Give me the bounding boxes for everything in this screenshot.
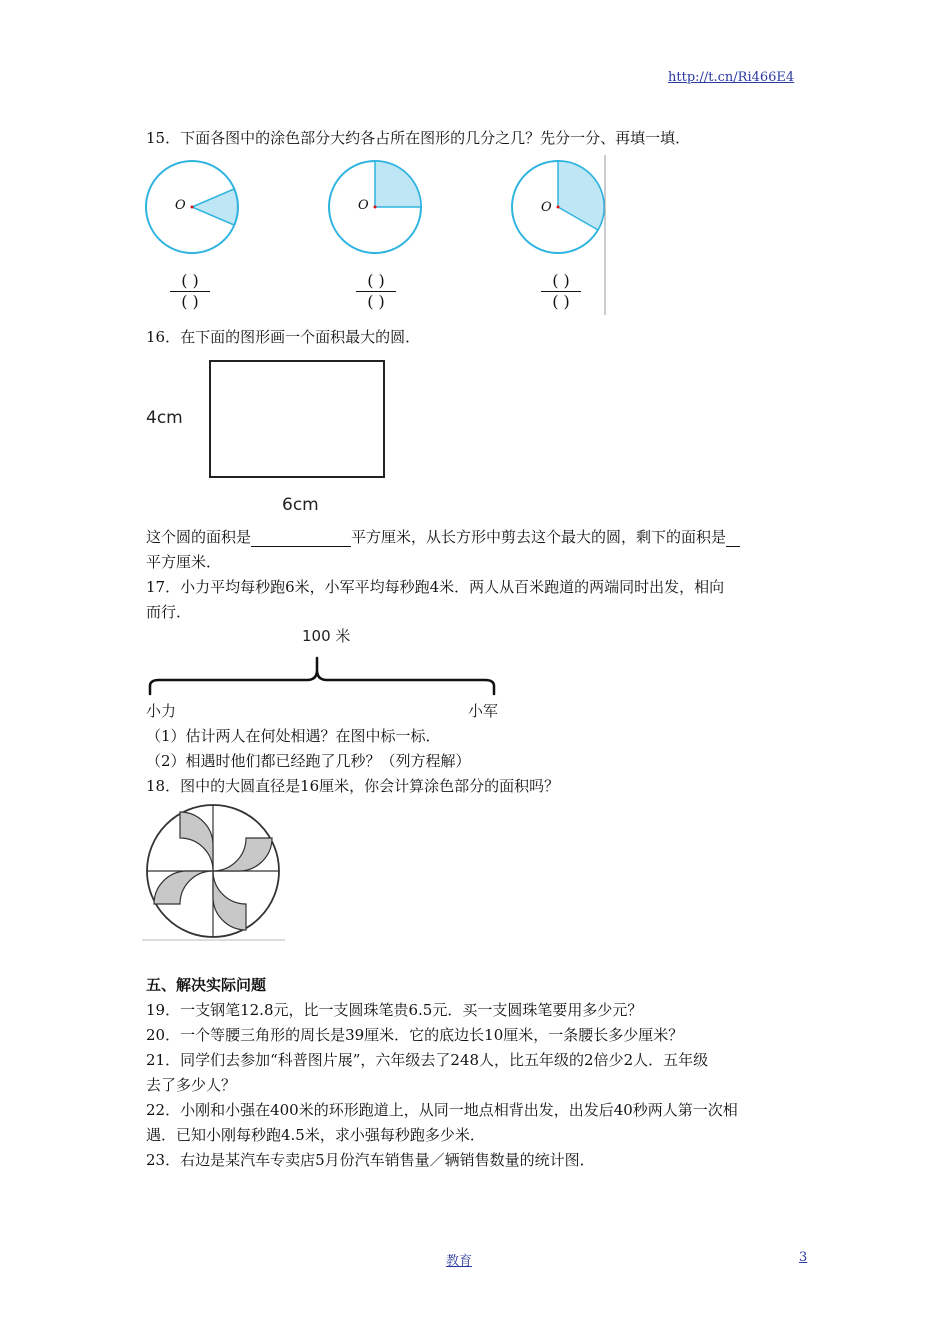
question-17-sub2: （2）相遇时他们都已经跑了几秒？（列方程解） [146, 752, 471, 770]
q17-left-name: 小力 [146, 702, 177, 720]
question-15-text: 15．下面各图中的涂色部分大约各占所在图形的几分之几？先分一分、再填一填． [146, 129, 691, 147]
q16-answer-a: 这个圆的面积是 [146, 528, 252, 546]
q15-fraction-3[interactable] [541, 272, 581, 311]
q15-center-label-1: O [175, 198, 186, 213]
q16-rectangle [209, 360, 385, 478]
q16-answer-line [146, 527, 740, 547]
q15-circle-3 [512, 161, 604, 253]
q15-circle-2 [329, 161, 421, 253]
question-23: 23．右边是某汽车专卖店5月份汽车销售量／辆销售数量的统计图． [146, 1151, 595, 1169]
q15-center-label-3: O [541, 200, 552, 215]
fraction-numerator: ( ) [181, 271, 199, 290]
q16-blank-remaining[interactable] [726, 531, 740, 547]
fraction-denominator: ( ) [367, 292, 385, 311]
section-5-title: 五、解决实际问题 [146, 976, 267, 994]
fraction-numerator: ( ) [552, 271, 570, 290]
q16-width-label: 6cm [282, 495, 319, 515]
q17-distance-label: 100 米 [302, 627, 351, 645]
question-16-text: 16．在下面的图形画一个面积最大的圆． [146, 328, 421, 346]
question-21-line2: 去了多少人？ [146, 1076, 237, 1094]
q15-center-label-2: O [358, 198, 369, 213]
question-21-line1: 21．同学们去参加“科普图片展”，六年级去了248人，比五年级的2倍少2人．五年级 [146, 1051, 709, 1069]
page-number: 3 [799, 1250, 808, 1265]
q16-blank-area[interactable] [251, 531, 351, 547]
footer-link[interactable]: 教育 [446, 1254, 473, 1269]
q15-fraction-1[interactable] [170, 272, 210, 311]
fraction-denominator: ( ) [181, 292, 199, 311]
q15-circle-1 [146, 161, 238, 253]
q16-height-label: 4cm [146, 408, 183, 428]
header-link[interactable]: http://t.cn/Ri466E4 [668, 70, 795, 85]
question-17-line1: 17．小力平均每秒跑6米，小军平均每秒跑4米．两人从百米跑道的两端同时出发，相向 [146, 578, 725, 596]
question-22-line1: 22．小刚和小强在400米的环形跑道上，从同一地点相背出发，出发后40秒两人第一次相 [146, 1101, 738, 1119]
q17-right-name: 小军 [468, 702, 499, 720]
q18-pinwheel-figure [140, 802, 290, 942]
q16-answer-c: 平方厘米． [146, 553, 222, 571]
q16-answer-b: 平方厘米，从长方形中剪去这个最大的圆，剩下的面积是 [351, 528, 727, 546]
question-17-sub1: （1）估计两人在何处相遇？在图中标一标． [146, 727, 441, 745]
question-22-line2: 遇．已知小刚每秒跑4.5米，求小强每秒跑多少米． [146, 1126, 485, 1144]
question-18-text: 18．图中的大圆直径是16厘米，你会计算涂色部分的面积吗？ [146, 777, 560, 795]
question-20: 20．一个等腰三角形的周长是39厘米．它的底边长10厘米，一条腰长多少厘米？ [146, 1026, 684, 1044]
question-17-line2: 而行． [146, 603, 192, 621]
fraction-numerator: ( ) [367, 271, 385, 290]
q17-brace-diagram [145, 648, 505, 700]
question-19: 19．一支钢笔12.8元，比一支圆珠笔贵6.5元．买一支圆珠笔要用多少元？ [146, 1001, 643, 1019]
q15-fraction-2[interactable] [356, 272, 396, 311]
fraction-denominator: ( ) [552, 292, 570, 311]
